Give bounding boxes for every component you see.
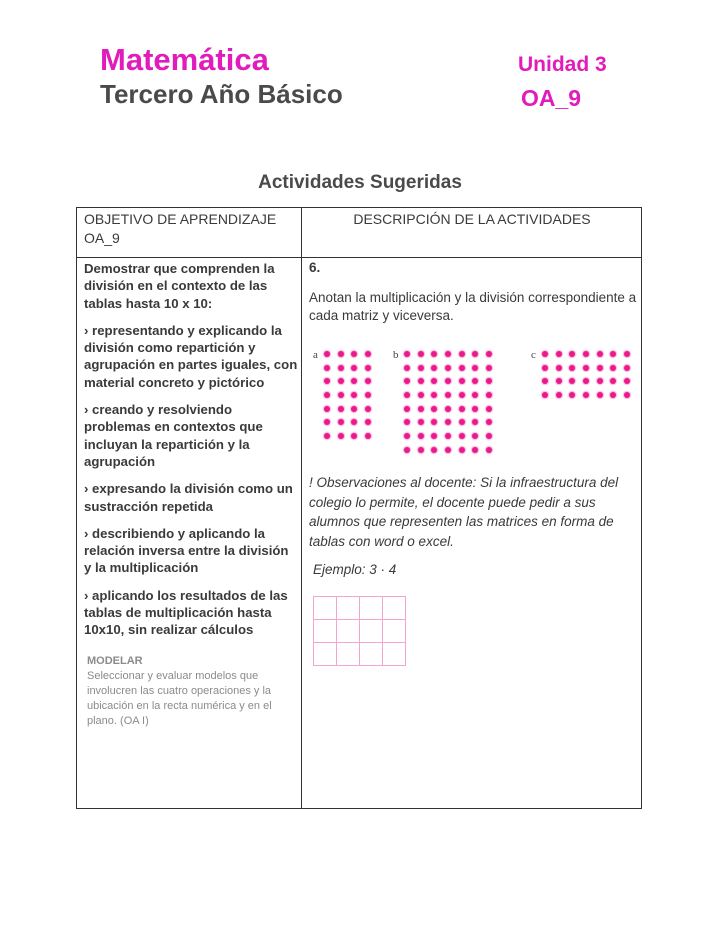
dot-matrix-a: [320, 347, 375, 443]
matrix-dot: [482, 388, 496, 402]
example-grid-cell: [314, 597, 337, 620]
matrix-dot: [482, 347, 496, 361]
matrix-dot: [441, 429, 455, 443]
matrix-dot: [468, 388, 482, 402]
matrix-dot: [620, 361, 634, 375]
header-divider: [77, 257, 641, 258]
objective-code: OA_9: [521, 85, 582, 111]
matrix-dot: [455, 402, 469, 416]
dot-matrix-b: [400, 347, 496, 457]
matrix-dot: [482, 443, 496, 457]
matrix-dot: [593, 347, 607, 361]
matrix-dot: [579, 347, 593, 361]
matrix-dot: [400, 415, 414, 429]
matrix-dot: [320, 347, 334, 361]
matrix-dot: [361, 347, 375, 361]
activities-table: [76, 207, 642, 809]
matrix-dot: [579, 388, 593, 402]
matrix-dot: [347, 388, 361, 402]
matrix-dot: [441, 361, 455, 375]
matrix-dot: [482, 402, 496, 416]
matrix-dot: [400, 443, 414, 457]
objective-item: › describiendo y aplicando la relación inversa entre la división y la multiplicación: [84, 525, 289, 576]
matrix-dot: [620, 347, 634, 361]
matrix-dot: [468, 361, 482, 375]
objective-item: › expresando la división como un sustracción repetida: [84, 481, 293, 514]
matrix-dot: [320, 361, 334, 375]
example-grid-cell: [383, 620, 406, 643]
matrix-dot: [427, 347, 441, 361]
matrix-dot: [427, 374, 441, 388]
matrix-dot: [468, 429, 482, 443]
matrix-dot: [565, 347, 579, 361]
matrix-dot: [427, 402, 441, 416]
example-grid-cell: [314, 620, 337, 643]
matrix-dot: [320, 374, 334, 388]
matrix-dot: [347, 347, 361, 361]
matrix-dot: [606, 388, 620, 402]
example-grid-cell: [337, 620, 360, 643]
matrix-dot: [320, 388, 334, 402]
example-grid-cell: [337, 597, 360, 620]
matrix-dot: [320, 415, 334, 429]
matrix-dot: [427, 388, 441, 402]
matrix-dot: [441, 347, 455, 361]
matrix-dot: [334, 429, 348, 443]
matrix-dot: [414, 402, 428, 416]
matrix-dot: [334, 347, 348, 361]
matrix-dot: [468, 415, 482, 429]
example-grid-cell: [360, 620, 383, 643]
matrix-dot: [361, 429, 375, 443]
matrix-dot: [334, 361, 348, 375]
matrix-dot: [455, 361, 469, 375]
matrix-dot: [347, 415, 361, 429]
matrix-dot: [468, 374, 482, 388]
dot-matrix-c: [538, 347, 634, 402]
activity-instruction: Anotan la multiplicación y la división correspondiente a cada matriz y viceversa.: [309, 290, 637, 323]
objective-content: [84, 260, 298, 649]
matrix-dot: [400, 374, 414, 388]
matrix-dot: [593, 361, 607, 375]
matrix-dot: [320, 402, 334, 416]
matrix-dot: [441, 415, 455, 429]
matrix-dot: [455, 429, 469, 443]
matrix-dot: [361, 388, 375, 402]
matrix-dot: [441, 388, 455, 402]
matrix-dot: [441, 374, 455, 388]
matrix-dot: [427, 415, 441, 429]
matrix-dot: [552, 361, 566, 375]
matrix-dot: [334, 415, 348, 429]
matrix-dot: [482, 429, 496, 443]
matrix-dot: [400, 402, 414, 416]
header-objective: OBJETIVO DE APRENDIZAJE OA_9: [84, 211, 277, 246]
matrix-dot: [455, 415, 469, 429]
section-title: Actividades Sugeridas: [258, 172, 462, 193]
skill-box: [87, 654, 297, 729]
matrix-dot: [620, 374, 634, 388]
matrix-dot: [468, 443, 482, 457]
example-grid-row: [314, 620, 406, 643]
matrix-dot: [606, 347, 620, 361]
matrix-dot: [579, 361, 593, 375]
unit-label: Unidad 3: [518, 53, 607, 76]
matrix-dot: [400, 347, 414, 361]
matrix-dot: [620, 388, 634, 402]
matrix-c-label: c: [531, 349, 536, 361]
grade-title: Tercero Año Básico: [100, 79, 343, 109]
matrix-dot: [347, 374, 361, 388]
matrix-dot: [606, 374, 620, 388]
matrix-dot: [414, 347, 428, 361]
matrix-dot: [400, 361, 414, 375]
matrix-dot: [414, 443, 428, 457]
matrix-dot: [455, 443, 469, 457]
matrix-dot: [538, 388, 552, 402]
matrix-a-label: a: [313, 349, 318, 361]
matrix-dot: [482, 415, 496, 429]
example-grid-cell: [314, 643, 337, 666]
matrix-dot: [427, 429, 441, 443]
example-grid-row: [314, 643, 406, 666]
example-grid-cell: [360, 643, 383, 666]
example-grid-table: [313, 596, 406, 666]
matrix-dot: [593, 388, 607, 402]
example-grid-cell: [360, 597, 383, 620]
matrix-dot: [414, 361, 428, 375]
matrix-dot: [552, 374, 566, 388]
matrix-dot: [427, 443, 441, 457]
skill-text: Seleccionar y evaluar modelos que involucren las cuatro operaciones y la ubicación en la recta numérica y en el plano. (OA I): [87, 670, 272, 727]
matrix-dot: [334, 402, 348, 416]
matrix-dot: [538, 347, 552, 361]
matrix-dot: [334, 374, 348, 388]
matrix-dot: [538, 361, 552, 375]
skill-title: MODELAR: [87, 655, 143, 667]
matrix-dot: [347, 429, 361, 443]
matrix-dot: [427, 361, 441, 375]
matrix-dot: [455, 374, 469, 388]
matrix-dot: [482, 361, 496, 375]
matrix-dot: [414, 415, 428, 429]
objective-item: › representando y explicando la división como repartición y agrupación en partes iguales, con material concreto y pictórico: [84, 322, 298, 390]
matrix-dot: [468, 347, 482, 361]
objective-item: › creando y resolviendo problemas en contextos que incluyan la repartición y la agrupación: [84, 402, 263, 469]
matrix-dot: [441, 443, 455, 457]
example-grid-cell: [337, 643, 360, 666]
matrix-dot: [565, 374, 579, 388]
matrix-dot: [334, 388, 348, 402]
matrix-dot: [606, 361, 620, 375]
objective-item: › aplicando los resultados de las tablas de multiplicación hasta 10x10, sin realizar cálculos: [84, 587, 288, 638]
matrix-dot: [552, 388, 566, 402]
matrix-dot: [361, 374, 375, 388]
matrix-dot: [361, 361, 375, 375]
teacher-observation: ! Observaciones al docente: Si la infraestructura del colegio lo permite, el docente puede pedir a sus alumnos que representen las matrices en forma de tablas con word o excel.: [309, 475, 619, 549]
matrix-dot: [593, 374, 607, 388]
matrix-dot: [361, 402, 375, 416]
example-label: Ejemplo: 3 · 4: [313, 562, 397, 577]
matrix-dot: [565, 361, 579, 375]
matrix-dot: [400, 388, 414, 402]
matrix-dot: [441, 402, 455, 416]
matrix-dot: [455, 388, 469, 402]
matrix-dot: [347, 402, 361, 416]
matrix-dot: [414, 429, 428, 443]
matrix-dot: [468, 402, 482, 416]
matrix-dot: [579, 374, 593, 388]
objective-intro: Demostrar que comprenden la división en el contexto de las tablas hasta 10 x 10:: [84, 261, 275, 311]
subject-title: Matemática: [100, 42, 269, 77]
example-grid-cell: [383, 597, 406, 620]
matrix-dot: [414, 388, 428, 402]
matrix-dot: [400, 429, 414, 443]
matrix-dot: [482, 374, 496, 388]
matrix-dot: [361, 415, 375, 429]
matrix-dot: [347, 361, 361, 375]
matrix-dot: [414, 374, 428, 388]
header-description: DESCRIPCIÓN DE LA ACTIVIDADES: [353, 211, 591, 227]
matrix-dot: [320, 429, 334, 443]
matrix-dot: [565, 388, 579, 402]
matrix-dot: [455, 347, 469, 361]
column-divider: [301, 208, 302, 808]
matrix-dot: [538, 374, 552, 388]
matrix-b-label: b: [393, 349, 399, 361]
matrix-dot: [552, 347, 566, 361]
example-grid-cell: [383, 643, 406, 666]
example-grid-row: [314, 597, 406, 620]
activity-number: 6.: [309, 260, 321, 275]
